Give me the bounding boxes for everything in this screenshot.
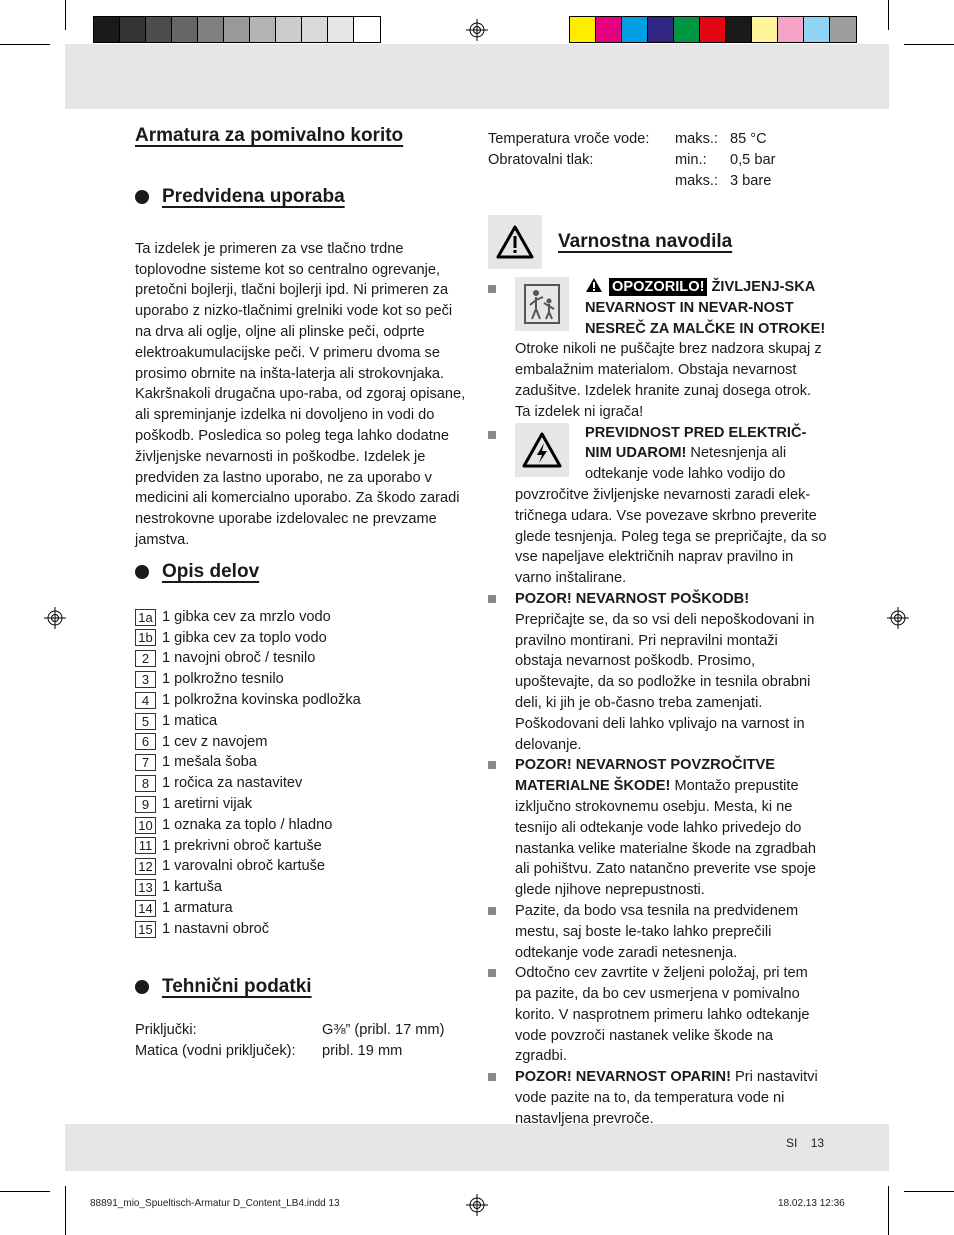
- color-swatch: [198, 17, 224, 42]
- crop-mark: [904, 44, 954, 45]
- instruction-drain-hose: [488, 963, 828, 1067]
- part-label: 1 prekrivni obroč kartuše: [162, 837, 322, 854]
- tech-label: Matica (vodni priključek):: [135, 1042, 296, 1059]
- bullet-dot-icon: [135, 565, 149, 579]
- spec-value: 0,5 bar: [730, 151, 776, 168]
- section-heading: [135, 562, 470, 583]
- warning-triangle-icon: [488, 215, 542, 269]
- parts-heading: Opis delov: [162, 561, 260, 582]
- crop-mark: [888, 1186, 889, 1235]
- part-label: 1 polkrožno tesnilo: [162, 671, 284, 688]
- color-swatch: [224, 17, 250, 42]
- part-item: [135, 794, 470, 815]
- crop-mark: [904, 1191, 954, 1192]
- spec-label: Obratovalni tlak:: [488, 151, 594, 168]
- part-number: 3: [135, 671, 156, 688]
- tech-value: pribl. 19 mm: [322, 1042, 403, 1059]
- part-number: 2: [135, 650, 156, 667]
- color-swatch: [250, 17, 276, 42]
- warning-text: Montažo prepustite izključno strokovnemu osebju. Mesta, ki ne tesnijo ali odtekanje vode lahko privedejo do nastanka velike materialne škode na zgradbah ali pohištvu. Zato natančno preverite vse spoje glede njihove neprepustnosti.: [515, 778, 816, 899]
- warning-bold-text: POZOR! NEVARNOST OPARIN!: [515, 1069, 731, 1086]
- part-item: [135, 732, 470, 753]
- part-label: 1 ročica za nastavitev: [162, 775, 303, 792]
- part-label: 1 gibka cev za mrzlo vodo: [162, 608, 331, 625]
- intended-use-section: [135, 187, 470, 551]
- square-bullet-icon: [488, 969, 496, 977]
- spec-value: 85 °C: [730, 131, 767, 147]
- color-swatch: [120, 17, 146, 42]
- color-swatch: [570, 17, 596, 42]
- part-number: 12: [135, 858, 156, 875]
- crop-mark: [65, 1186, 66, 1235]
- warning-text: Pri nastavitvi vode pazite na to, da temperatura vode ni nastavljena prevroče.: [515, 1069, 818, 1127]
- spec-value: 3 bare: [730, 172, 772, 189]
- spec-qualifier: maks.:: [675, 131, 718, 147]
- part-label: 1 kartuša: [162, 879, 223, 896]
- color-swatch: [778, 17, 804, 42]
- parts-section: [135, 562, 470, 940]
- part-number: 8: [135, 775, 156, 792]
- page-number-value: 13: [810, 1136, 825, 1150]
- part-item: [135, 607, 470, 628]
- part-number: 7: [135, 754, 156, 771]
- specs-table: [488, 129, 828, 191]
- small-warning-icon: [585, 277, 603, 293]
- part-label: 1 oznaka za toplo / hladno: [162, 816, 333, 833]
- color-swatch: [726, 17, 752, 42]
- part-number: 15: [135, 921, 156, 938]
- part-label: 1 matica: [162, 712, 218, 729]
- crop-mark: [65, 0, 66, 30]
- color-swatch: [328, 17, 354, 42]
- square-bullet-icon: [488, 761, 496, 769]
- part-number: 10: [135, 817, 156, 834]
- tech-value: G⅜” (pribl. 17 mm): [322, 1021, 445, 1038]
- square-bullet-icon: [488, 431, 496, 439]
- part-label: 1 cev z navojem: [162, 733, 268, 750]
- date-slug: 18.02.13 12:36: [778, 1198, 845, 1209]
- part-item: [135, 919, 470, 940]
- color-swatch: [648, 17, 674, 42]
- warning-text: Netesnjenja ali odtekanje vode lahko vodijo do povzročitve življenjske nevarnosti zaradi elek-tričnega udara. Vse povezave skrbno preverite glede tesnjenja. Poleg tega se prepričajte, da so vse napeljave električnih naprav pravilno in varno inštalirane.: [515, 445, 827, 587]
- color-swatch: [172, 17, 198, 42]
- registration-mark-icon: [887, 607, 909, 629]
- warning-bold-text: POZOR! NEVARNOST POŠKODB!: [515, 590, 750, 607]
- safety-heading: Varnostna navodila: [558, 230, 733, 252]
- part-number: 9: [135, 796, 156, 813]
- grayscale-color-bar: [93, 16, 381, 43]
- part-item: [135, 648, 470, 669]
- warning-text: Otroke nikoli ne puščajte brez nadzora skupaj z embalažnim materialom. Obstaja nevarnost zadušitve. Izdelek hranite zunaj dosega otrok. Ta izdelek ni igrača!: [515, 341, 822, 420]
- registration-mark-icon: [466, 1194, 488, 1216]
- process-color-bar: [569, 16, 857, 43]
- child-hazard-icon: [515, 277, 569, 331]
- part-label: 1 polkrožna kovinska podložka: [162, 691, 361, 708]
- color-swatch: [700, 17, 726, 42]
- spec-label: Temperatura vroče vode:: [488, 131, 650, 147]
- spec-qualifier: min.:: [675, 151, 707, 168]
- page-number: [786, 1136, 824, 1150]
- registration-mark-icon: [44, 607, 66, 629]
- part-number: 1a: [135, 609, 156, 626]
- safety-section: [488, 215, 828, 1130]
- specs-block: [488, 129, 828, 191]
- part-label: 1 varovalni obroč kartuše: [162, 858, 326, 875]
- section-heading: [135, 977, 470, 998]
- warning-bold-text: POZOR! NEVARNOST POVZROČITVE MATERIALNE ŠKODE!: [515, 757, 776, 795]
- part-item: [135, 836, 470, 857]
- tech-heading: Tehnični podatki: [162, 976, 312, 997]
- warning-scalding: [488, 1067, 828, 1129]
- part-label: 1 mešala šoba: [162, 754, 257, 771]
- part-item: [135, 669, 470, 690]
- safety-heading-row: [488, 215, 828, 269]
- bullet-dot-icon: [135, 980, 149, 994]
- spec-label: [488, 171, 675, 192]
- part-item: [135, 628, 470, 649]
- part-number: 1b: [135, 629, 156, 646]
- warning-bold-text: PREVIDNOST PRED ELEKTRIČ-NIM UDAROM!: [585, 424, 807, 462]
- color-swatch: [596, 17, 622, 42]
- color-swatch: [94, 17, 120, 42]
- instruction-text: Odtočno cev zavrtite v željeni položaj, pri tem pa pazite, da bo cev usmerjena v pomivalno korito. V nasprotnem primeru lahko odtekanje vode povzroči nastanek velike škode na zgradbi.: [515, 965, 810, 1065]
- part-item: [135, 773, 470, 794]
- warning-electric: [488, 423, 828, 589]
- part-label: 1 armatura: [162, 899, 233, 916]
- crop-mark: [888, 0, 889, 30]
- part-item: [135, 690, 470, 711]
- spec-qualifier: maks.:: [675, 172, 718, 189]
- warning-bold-text: ŽIVLJENJ-SKA NEVARNOST IN NEVAR-NOST NESREČ ZA MALČKE IN OTROKE!: [585, 279, 826, 337]
- square-bullet-icon: [488, 285, 496, 293]
- color-swatch: [804, 17, 830, 42]
- color-swatch: [752, 17, 778, 42]
- intended-use-text: Ta izdelek je primeren za vse tlačno trdne toplovodne sisteme kot so centralno ogrevanje, pretočni bojlerji, tlačni bojlerji ipd. Ni primeren za uporabo z nizko-tlačnimi grelniki vode kot so peči na drva ali oglje, oljne ali plinske peči, odprte elektroakumulacijske peči. V primeru dvoma se prosimo obrnite na inšta-laterja ali strokovnjaka. Kakršnakoli drugačna upo-raba, od zgoraj opisane, ali spreminjanje izdelka ni dovoljeno in vodi do poškodb. Posledica so poleg tega lahko dodatne življenjske nevarnosti in poškodbe. Izdelek je predviden za lastno uporabo, ne za uporabo v medicini ali komercialno uporabo. Za škodo zaradi nestrokovne uporabe izdelovalec ne prevzame jamstva.: [135, 240, 466, 548]
- part-label: 1 aretirni vijak: [162, 795, 253, 812]
- crop-mark: [0, 1191, 50, 1192]
- color-swatch: [622, 17, 648, 42]
- color-swatch: [276, 17, 302, 42]
- square-bullet-icon: [488, 907, 496, 915]
- part-number: 5: [135, 713, 156, 730]
- electric-shock-icon: [515, 423, 569, 477]
- warning-children: [488, 277, 828, 423]
- header-band: [65, 44, 889, 109]
- tech-table: [135, 1020, 470, 1062]
- instruction-text: Pazite, da bodo vsa tesnila na predvidenem mestu, saj boste le-tako lahko preprečili odtekanje vode zaradi netesnenja.: [515, 902, 799, 961]
- footer-band: [65, 1124, 889, 1171]
- part-item: [135, 877, 470, 898]
- file-slug: 88891_mio_Spueltisch-Armatur D_Content_LB4.indd 13: [90, 1198, 340, 1209]
- part-number: 13: [135, 879, 156, 896]
- tech-label: Priključki:: [135, 1021, 197, 1038]
- parts-list: [135, 607, 470, 940]
- product-title: Armatura za pomivalno korito: [135, 125, 404, 146]
- color-swatch: [146, 17, 172, 42]
- intended-use-heading: Predvidena uporaba: [162, 186, 345, 207]
- part-number: 4: [135, 692, 156, 709]
- part-item: [135, 815, 470, 836]
- warning-injury: [488, 589, 828, 755]
- warning-badge: OPOZORILO!: [609, 278, 707, 296]
- registration-mark-icon: [466, 19, 488, 41]
- tech-section: [135, 977, 470, 1061]
- part-item: [135, 898, 470, 919]
- warning-property: [488, 755, 828, 901]
- part-number: 11: [135, 837, 156, 854]
- part-item: [135, 711, 470, 732]
- color-swatch: [354, 17, 380, 42]
- language-code: SI: [786, 1136, 798, 1150]
- bullet-dot-icon: [135, 190, 149, 204]
- part-label: 1 gibka cev za toplo vodo: [162, 629, 327, 646]
- square-bullet-icon: [488, 595, 496, 603]
- warning-text: Prepričajte se, da so vsi deli nepoškodovani in pravilno montirani. Pri nepravilni montaži obstaja nevarnost poškodb. Prosimo, upoštevajte, da so podložke in tesnila obrabni deli, ki jih je ob-časno treba zamenjati. Poškodovani deli lahko vplivajo na varnost in delovanje.: [515, 611, 815, 753]
- part-item: [135, 856, 470, 877]
- crop-mark: [0, 44, 50, 45]
- instruction-seals: [488, 901, 828, 963]
- part-label: 1 navojni obroč / tesnilo: [162, 650, 316, 667]
- part-item: [135, 752, 470, 773]
- color-swatch: [302, 17, 328, 42]
- color-swatch: [674, 17, 700, 42]
- left-column: [135, 126, 470, 147]
- part-number: 14: [135, 900, 156, 917]
- section-heading: [135, 187, 470, 208]
- square-bullet-icon: [488, 1073, 496, 1081]
- part-number: 6: [135, 733, 156, 750]
- part-label: 1 nastavni obroč: [162, 920, 270, 937]
- color-swatch: [830, 17, 856, 42]
